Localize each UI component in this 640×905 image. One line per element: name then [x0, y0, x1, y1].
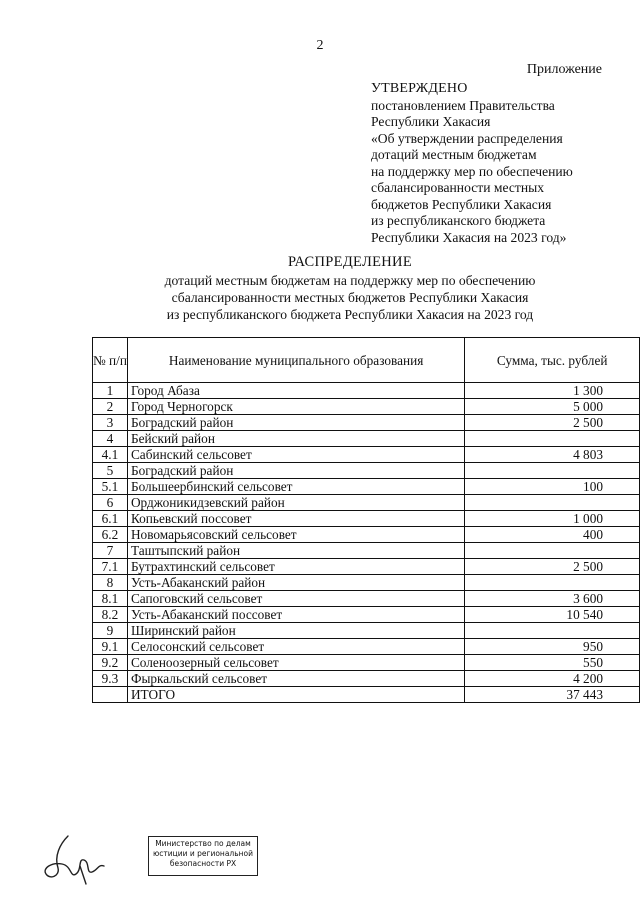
row-sum [465, 543, 640, 559]
row-num: 6.2 [93, 527, 128, 543]
table-row [93, 431, 640, 447]
row-sum [465, 495, 640, 511]
row-num: 4.1 [93, 447, 128, 463]
stamp-line: Министерство по делам [155, 839, 251, 848]
row-name: Новомарьясовский сельсовет [127, 527, 464, 543]
row-num: 4 [93, 431, 128, 447]
row-sum: 5 000 [465, 399, 640, 415]
row-sum: 37 443 [465, 687, 640, 703]
subtitle-line: из республиканского бюджета Республики Хакасия на 2023 год [166, 307, 534, 322]
row-num: 8.2 [93, 607, 128, 623]
row-sum [465, 575, 640, 591]
row-num: 5.1 [93, 479, 128, 495]
row-name: Копьевский поссовет [127, 511, 464, 527]
row-name: Орджоникидзевский район [127, 495, 464, 511]
approval-line: из республиканского бюджета [371, 213, 546, 228]
row-sum: 4 803 [465, 447, 640, 463]
table-row [93, 623, 640, 639]
row-name: ИТОГО [127, 687, 464, 703]
header-num: № п/п [93, 338, 128, 383]
row-sum [465, 431, 640, 447]
approval-line: сбалансированности местных [371, 180, 545, 195]
table-row [93, 671, 640, 687]
row-name: Большеербинский сельсовет [127, 479, 464, 495]
ministry-stamp [148, 836, 258, 876]
row-num: 3 [93, 415, 128, 431]
row-num [93, 687, 128, 703]
row-num: 9 [93, 623, 128, 639]
approval-line: Республики Хакасия [371, 114, 491, 129]
stamp-line: юстиции и региональной [152, 849, 254, 858]
row-num: 7 [93, 543, 128, 559]
table-row [93, 591, 640, 607]
row-num: 7.1 [93, 559, 128, 575]
row-name: Бутрахтинский сельсовет [127, 559, 464, 575]
table-row [93, 559, 640, 575]
row-sum [465, 623, 640, 639]
row-num: 2 [93, 399, 128, 415]
table-row [93, 655, 640, 671]
subtitle-line: сбалансированности местных бюджетов Республики Хакасия [171, 290, 529, 305]
table-row [93, 607, 640, 623]
row-sum [465, 463, 640, 479]
table-header-row [93, 338, 640, 383]
row-sum: 4 200 [465, 671, 640, 687]
table-total-row [93, 687, 640, 703]
table-row [93, 639, 640, 655]
table-row [93, 415, 640, 431]
approval-line: постановлением Правительства [371, 97, 555, 113]
appendix-label: Приложение [526, 62, 602, 77]
row-num: 6.1 [93, 511, 128, 527]
row-name: Усть-Абаканский поссовет [127, 607, 464, 623]
row-sum: 2 500 [465, 559, 640, 575]
row-sum: 1 300 [465, 383, 640, 399]
table-row [93, 575, 640, 591]
subtitle-line: дотаций местным бюджетам на поддержку мер по обеспечению [164, 273, 536, 288]
row-name: Сапоговский сельсовет [127, 591, 464, 607]
row-num: 9.1 [93, 639, 128, 655]
row-sum: 950 [465, 639, 640, 655]
row-num: 5 [93, 463, 128, 479]
row-name: Боградский район [127, 415, 464, 431]
table-row [93, 527, 640, 543]
row-num: 8.1 [93, 591, 128, 607]
approval-line: Республики Хакасия на 2023 год» [371, 229, 567, 245]
row-num: 1 [93, 383, 128, 399]
approval-stamp-word: УТВЕРЖДЕНО [371, 81, 468, 96]
approval-block [371, 81, 573, 246]
handwritten-signature [40, 830, 110, 890]
table-row [93, 399, 640, 415]
document-title: РАСПРЕДЕЛЕНИЕ [288, 254, 412, 270]
table-row [93, 447, 640, 463]
row-name: Ширинский район [127, 623, 464, 639]
approval-line: дотаций местным бюджетам [371, 147, 537, 162]
document-subtitle [0, 272, 640, 323]
table-row [93, 511, 640, 527]
row-sum: 400 [465, 527, 640, 543]
page-number: 2 [316, 38, 324, 53]
row-num: 9.2 [93, 655, 128, 671]
row-num: 6 [93, 495, 128, 511]
row-name: Фыркальский сельсовет [127, 671, 464, 687]
row-sum: 100 [465, 479, 640, 495]
header-sum: Сумма, тыс. рублей [465, 338, 640, 383]
row-name: Соленоозерный сельсовет [127, 655, 464, 671]
table-row [93, 383, 640, 399]
row-sum: 2 500 [465, 415, 640, 431]
row-name: Селосонский сельсовет [127, 639, 464, 655]
row-sum: 10 540 [465, 607, 640, 623]
approval-line: «Об утверждении распределения [371, 130, 563, 146]
row-num: 9.3 [93, 671, 128, 687]
row-name: Город Черногорск [127, 399, 464, 415]
row-sum: 1 000 [465, 511, 640, 527]
table-row [93, 479, 640, 495]
table-row [93, 543, 640, 559]
distribution-table [92, 337, 640, 703]
approval-line: бюджетов Республики Хакасия [371, 196, 552, 212]
row-sum: 550 [465, 655, 640, 671]
header-name: Наименование муниципального образования [127, 338, 464, 383]
row-name: Бейский район [127, 431, 464, 447]
row-name: Город Абаза [127, 383, 464, 399]
approval-line: на поддержку мер по обеспечению [371, 163, 573, 179]
row-name: Сабинский сельсовет [127, 447, 464, 463]
row-name: Усть-Абаканский район [127, 575, 464, 591]
row-sum: 3 600 [465, 591, 640, 607]
row-name: Таштыпский район [127, 543, 464, 559]
table-row [93, 463, 640, 479]
table-row [93, 495, 640, 511]
row-name: Боградский район [127, 463, 464, 479]
stamp-line: безопасности РХ [169, 859, 237, 868]
row-num: 8 [93, 575, 128, 591]
